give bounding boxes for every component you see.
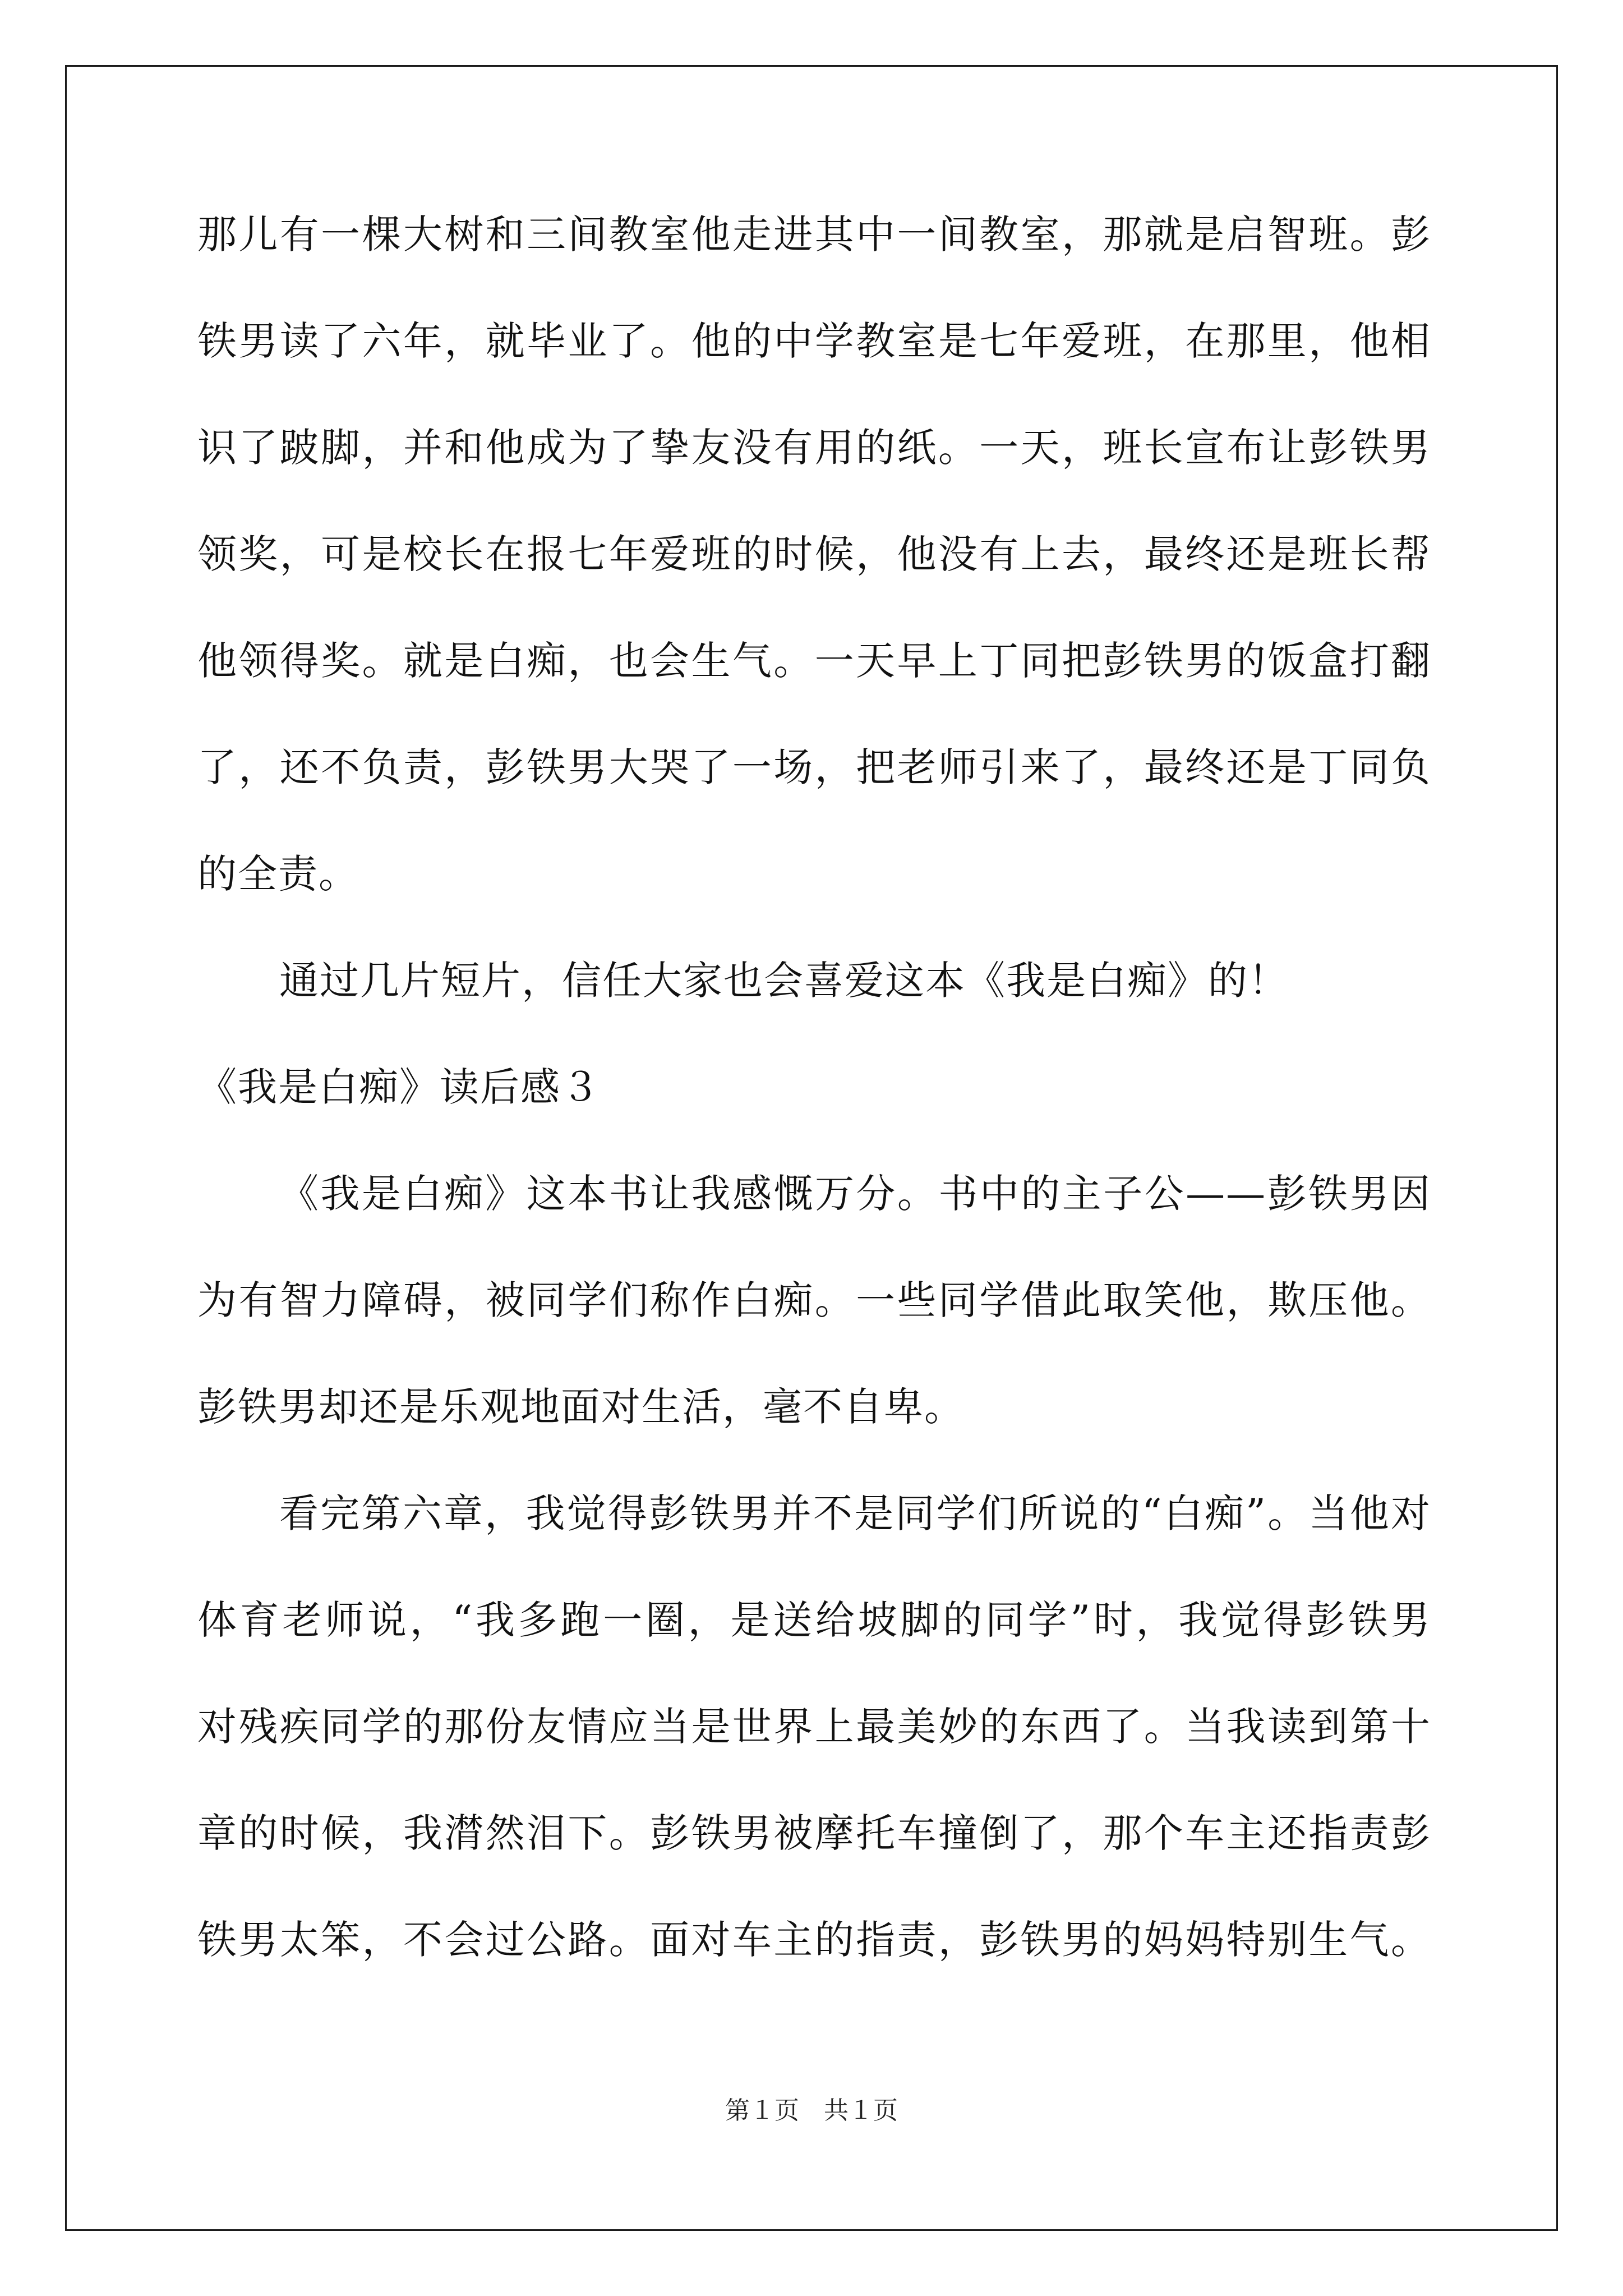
text-line: 铁男读了六年，就毕业了。他的中学教室是七年爱班，在那里，他相 <box>197 318 1431 364</box>
text-line: 那儿有一棵大树和三间教室他走进其中一间教室，那就是启智班。彭 <box>197 211 1431 257</box>
section-heading: 《我是白痴》读后感３ <box>197 1064 601 1110</box>
text-line: 对残疾同学的那份友情应当是世界上最美妙的东西了。当我读到第十 <box>197 1704 1431 1750</box>
text-line: 为有智力障碍，被同学们称作白痴。一些同学借此取笑他，欺压他。 <box>197 1277 1431 1323</box>
text-line: 章的时候，我潸然泪下。彭铁男被摩托车撞倒了，那个车主还指责彭 <box>197 1810 1431 1856</box>
document-body <box>197 208 1431 2019</box>
text-line: 他领得奖。就是白痴，也会生气。一天早上丁同把彭铁男的饭盒打翻 <box>197 638 1431 684</box>
text-line: 彭铁男却还是乐观地面对生活，毫不自卑。 <box>197 1384 965 1430</box>
page-footer: 第１页 共１页 <box>725 2096 898 2125</box>
text-line: 《我是白痴》这本书让我感慨万分。书中的主子公——彭铁男因 <box>279 1171 1431 1217</box>
text-line: 铁男太笨，不会过公路。面对车主的指责，彭铁男的妈妈特别生气。 <box>197 1917 1431 1963</box>
text-line: 识了跛脚，并和他成为了挚友没有用的纸。一天，班长宣布让彭铁男 <box>197 425 1431 471</box>
text-line: 看完第六章，我觉得彭铁男并不是同学们所说的“白痴”。当他对 <box>279 1490 1431 1536</box>
text-line: 了，还不负责，彭铁男大哭了一场，把老师引来了，最终还是丁同负 <box>197 744 1431 790</box>
text-line: 体育老师说，“我多跑一圈，是送给坡脚的同学”时，我觉得彭铁男 <box>197 1597 1431 1643</box>
text-line: 的全责。 <box>197 851 359 897</box>
text-line: 通过几片短片，信任大家也会喜爱这本《我是白痴》的！ <box>279 958 1289 1004</box>
text-line: 领奖，可是校长在报七年爱班的时候，他没有上去，最终还是班长帮 <box>197 531 1431 577</box>
